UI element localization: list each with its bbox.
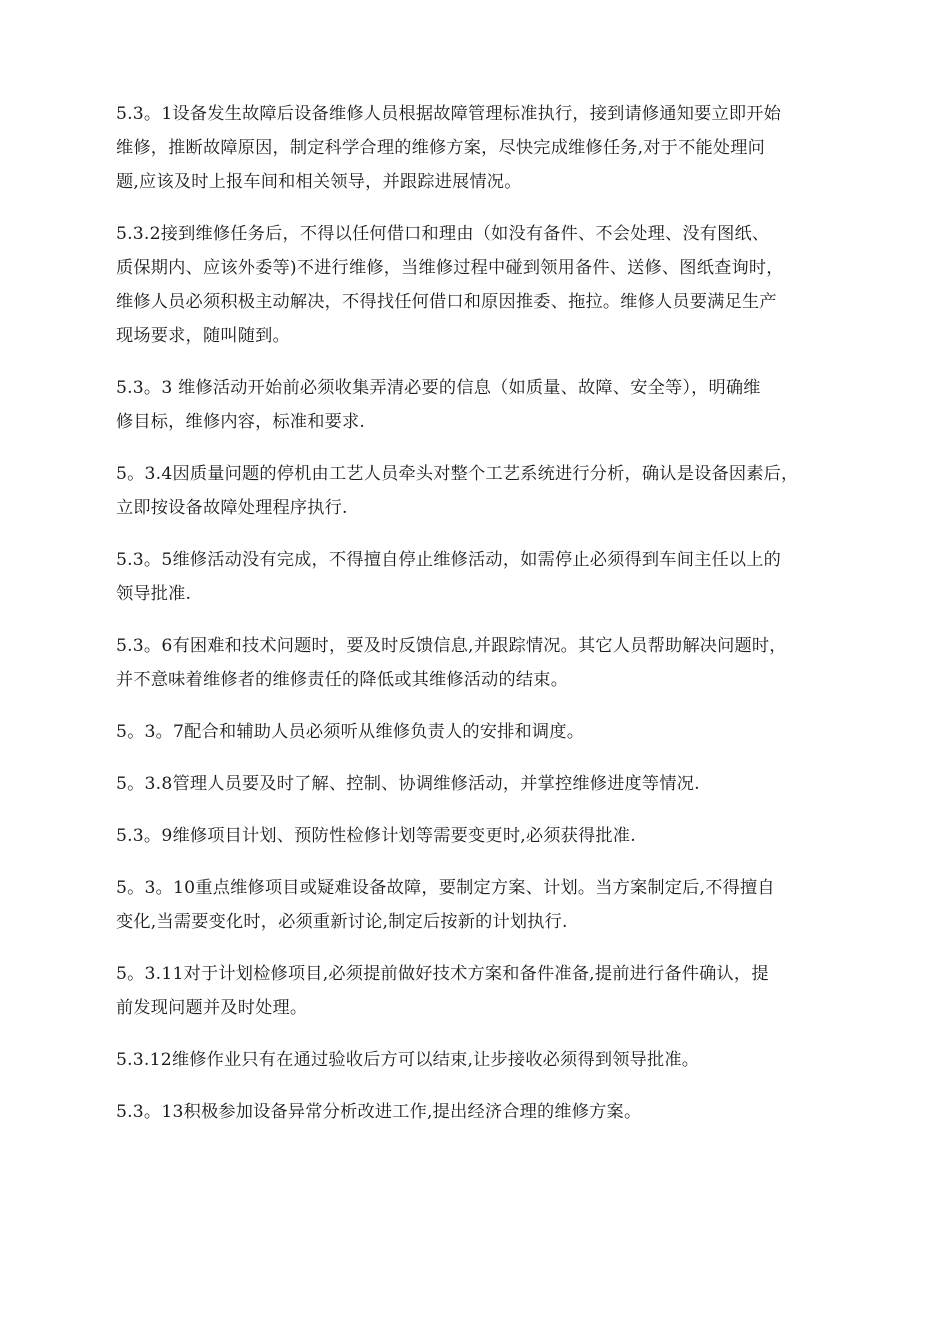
text-line: 5。3.4因质量问题的停机由工艺人员牵头对整个工艺系统进行分析，确认是设备因素后， (116, 464, 799, 484)
text-line: 维修人员必须积极主动解决，不得找任何借口和原因推委、拖拉。维修人员要满足生产 (116, 292, 777, 312)
text-line: 现场要求，随叫随到。 (116, 326, 290, 346)
text-line: 立即按设备故障处理程序执行. (116, 498, 348, 518)
clause-5-3-4 (116, 457, 856, 525)
text-line: 5。3.8管理人员要及时了解、控制、协调维修活动，并掌控维修进度等情况. (116, 774, 700, 794)
text-line: 前发现问题并及时处理。 (116, 998, 308, 1018)
clause-5-3-1 (116, 97, 856, 199)
text-line: 5.3。1设备发生故障后设备维修人员根据故障管理标准执行，接到请修通知要立即开始 (116, 104, 782, 124)
clause-5-3-7 (116, 715, 856, 749)
document-body (116, 97, 856, 1147)
text-line: 5。3.11对于计划检修项目,必须提前做好技术方案和备件准备,提前进行备件确认，提 (116, 964, 769, 984)
text-line: 并不意味着维修者的维修责任的降低或其维修活动的结束。 (116, 670, 569, 690)
text-line: 维修，推断故障原因，制定科学合理的维修方案，尽快完成维修任务,对于不能处理问 (116, 138, 766, 158)
clause-5-3-6 (116, 629, 856, 697)
clause-5-3-11 (116, 957, 856, 1025)
clause-5-3-10 (116, 871, 856, 939)
text-line: 题,应该及时上报车间和相关领导，并跟踪进展情况。 (116, 172, 522, 192)
text-line: 5.3。13积极参加设备异常分析改进工作,提出经济合理的维修方案。 (116, 1102, 642, 1122)
text-line: 变化,当需要变化时，必须重新讨论,制定后按新的计划执行. (116, 912, 568, 932)
text-line: 5.3。5维修活动没有完成，不得擅自停止维修活动，如需停止必须得到车间主任以上的 (116, 550, 782, 570)
clause-5-3-3 (116, 371, 856, 439)
text-line: 修目标，维修内容，标准和要求. (116, 412, 366, 432)
clause-5-3-2 (116, 217, 856, 353)
clause-5-3-8 (116, 767, 856, 801)
text-line: 5.3.2接到维修任务后，不得以任何借口和理由（如没有备件、不会处理、没有图纸、 (116, 224, 770, 244)
text-line: 5。3。10重点维修项目或疑难设备故障，要制定方案、计划。当方案制定后,不得擅自 (116, 878, 775, 898)
text-line: 质保期内、应该外委等)不进行维修，当维修过程中碰到领用备件、送修、图纸查询时， (116, 258, 784, 278)
text-line: 5.3。6有困难和技术问题时，要及时反馈信息,并跟踪情况。其它人员帮助解决问题时， (116, 636, 787, 656)
clause-5-3-12 (116, 1043, 856, 1077)
text-line: 5.3。9维修项目计划、预防性检修计划等需要变更时,必须获得批准. (116, 826, 636, 846)
text-line: 5。3。7配合和辅助人员必须听从维修负责人的安排和调度。 (116, 722, 585, 742)
text-line: 5.3.12维修作业只有在通过验收后方可以结束,让步接收必须得到领导批准。 (116, 1050, 700, 1070)
text-line: 领导批准. (116, 584, 192, 604)
clause-5-3-13 (116, 1095, 856, 1129)
text-line: 5.3。3 维修活动开始前必须收集弄清必要的信息（如质量、故障、安全等），明确维 (116, 378, 761, 398)
clause-5-3-5 (116, 543, 856, 611)
clause-5-3-9 (116, 819, 856, 853)
